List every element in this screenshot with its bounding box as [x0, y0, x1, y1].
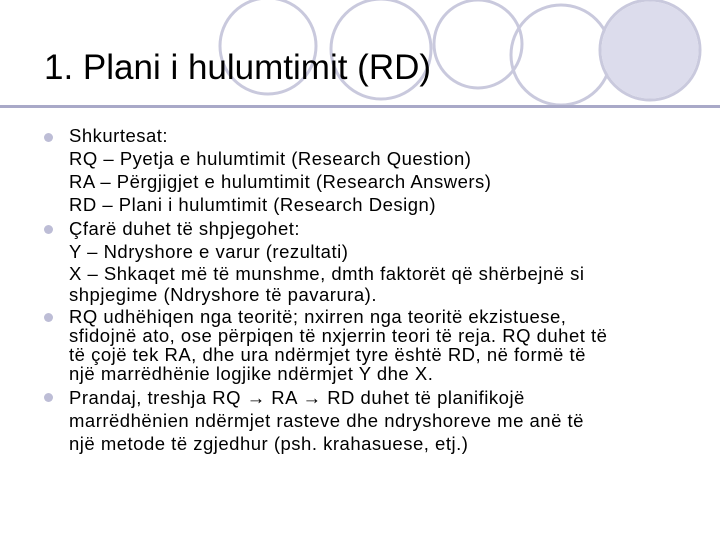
bullet-line: X – Shkaqet më të munshme, dmth faktorët që shërbejnë si [69, 263, 585, 284]
bullet-line: shpjegime (Ndryshore të pavarura). [69, 284, 377, 305]
circle-bullet-icon [44, 393, 53, 402]
ring-fill-5 [602, 2, 699, 99]
bullet-item-abbreviations [44, 124, 684, 216]
ring-3 [434, 0, 522, 88]
circle-bullet-icon [44, 313, 53, 322]
bullet-line: të çojë tek RA, dhe ura ndërmjet tyre është RD, në formë të [69, 344, 586, 365]
bullet-line: RQ udhëhiqen nga teoritë; nxirren nga teoritë ekzistuese, [69, 306, 567, 327]
circle-bullet-icon [44, 133, 53, 142]
bullet-line: sfidojnë ato, ose përpiqen të nxjerrin teori të reja. RQ duhet të [69, 325, 608, 346]
bullet-line: RQ – Pyetja e hulumtimit (Research Question) [69, 148, 472, 169]
bullet-line: Çfarë duhet të shpjegohet: [69, 218, 301, 239]
bullet-line: Prandaj, treshja RQ → RA → RD duhet të planifikojë [69, 387, 525, 408]
bullet-item-explain [44, 217, 684, 305]
bullet-line: Shkurtesat: [69, 125, 169, 146]
bullet-line: RA – Përgjigjet e hulumtimit (Research Answers) [69, 171, 492, 192]
slide-title: 1. Plani i hulumtimit (RD) [44, 48, 432, 87]
ring-4 [511, 5, 611, 105]
bullet-item-theories [44, 307, 684, 383]
circle-bullet-icon [44, 225, 53, 234]
bullet-line: marrëdhënien ndërmjet rasteve dhe ndryshoreve me anë të [69, 410, 584, 431]
bullet-line: Y – Ndryshore e varur (rezultati) [69, 241, 349, 262]
bullet-line: një metode të zgjedhur (psh. krahasuese, etj.) [69, 433, 469, 454]
bullet-line: RD – Plani i hulumtimit (Research Design) [69, 194, 436, 215]
bullet-item-conclusion [44, 386, 684, 455]
bullet-line: një marrëdhënie logjike ndërmjet Y dhe X. [69, 363, 434, 384]
bullet-list [44, 124, 684, 455]
title-divider [0, 105, 720, 108]
